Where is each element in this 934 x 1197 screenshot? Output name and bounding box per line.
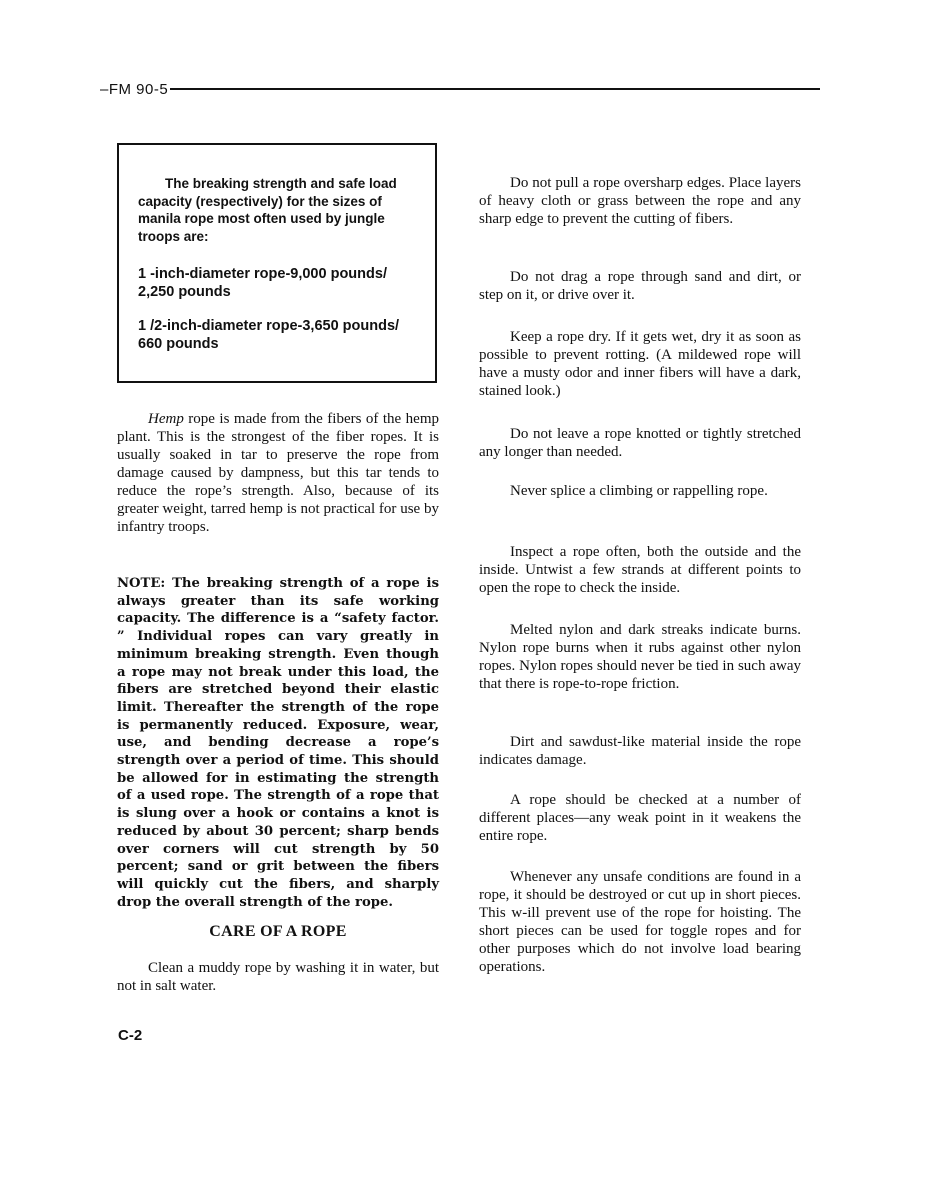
right-paragraph-dirt: Dirt and sawdust-like material inside the rope indicates damage. [479,734,801,768]
page-header [100,79,820,99]
hemp-term: Hemp [148,411,184,427]
right-paragraph-unsafe: Whenever any unsafe conditions are found in a rope, it should be destroyed or cut up in short pieces. This w-ill prevent use of the rope for hoisting. The short pieces can be used for toggle ropes and for other purposes which do not involve load bearing operations. [479,869,801,975]
box-item-half-inch: 1 /2-inch-diameter rope-3,650 pounds/ 660 pounds [138,318,400,352]
section-heading: CARE OF A ROPE [209,923,347,940]
note-paragraph: NOTE: The breaking strength of a rope is always greater than its safe working capacity. The difference is a “safety factor. ” Individual ropes can vary greatly in minimum breaking strength. Even though a rope may not break under this load, the fibers are stretched beyond their elastic limit. Thereafter the strength of the rope is permanently reduced. Exposure, wear, use, and bending decrease a rope’s strength over a period of time. This should be allowed for in estimating the strength of a used rope. The strength of a rope that is slung over a hook or contains a knot is reduced by about 30 percent; sharp bends over corners will cut strength by 50 percent; sand or grit between the fibers will quickly cut the fibers, and sharply drop the overall strength of the rope. [117,576,439,910]
right-paragraph-splice: Never splice a climbing or rappelling rope. [510,483,768,499]
right-paragraph-drag: Do not drag a rope through sand and dirt, or step on it, or drive over it. [479,269,801,303]
box-intro: The breaking strength and safe load capacity (respectively) for the sizes of manila rope most often used by jungle troops are: [138,176,397,244]
header-rule [170,88,820,90]
document-code: –FM 90-5 [100,80,169,98]
hemp-paragraph [117,410,439,536]
hemp-text: rope is made from the fibers of the hemp plant. This is the strongest of the fiber ropes. It is usually soaked in tar to preserve the rope from damage caused by dampness, but this tar tends to reduce the rope’s strength. Also, because of its greater weight, tarred hemp is not practical for use by infantry troops. [117,411,439,535]
right-paragraph-checked: A rope should be checked at a number of different places—any weak point in it weakens the entire rope. [479,792,801,844]
right-paragraph-inspect: Inspect a rope often, both the outside and the inside. Untwist a few strands at different points to open the rope to check the inside. [479,544,801,596]
right-paragraph-melted-nylon: Melted nylon and dark streaks indicate burns. Nylon rope burns when it rubs against other nylon ropes. Nylon ropes should never be tied in such away that there is rope-to-rope friction. [479,622,801,692]
page-number: C-2 [118,1027,143,1044]
clean-paragraph: Clean a muddy rope by washing it in water, but not in salt water. [117,960,439,994]
rope-strength-box [117,143,437,383]
box-item-one-inch: 1 -inch-diameter rope-9,000 pounds/ 2,250 pounds [138,266,387,300]
right-paragraph-dry: Keep a rope dry. If it gets wet, dry it as soon as possible to prevent rotting. (A mildewed rope will have a musty odor and inner fibers will have a dark, stained look.) [479,329,801,399]
right-paragraph-knotted: Do not leave a rope knotted or tightly stretched any longer than needed. [479,426,801,460]
right-paragraph-sharp-edges: Do not pull a rope oversharp edges. Place layers of heavy cloth or grass between the rope and any sharp edge to prevent the cutting of fibers. [479,175,801,227]
